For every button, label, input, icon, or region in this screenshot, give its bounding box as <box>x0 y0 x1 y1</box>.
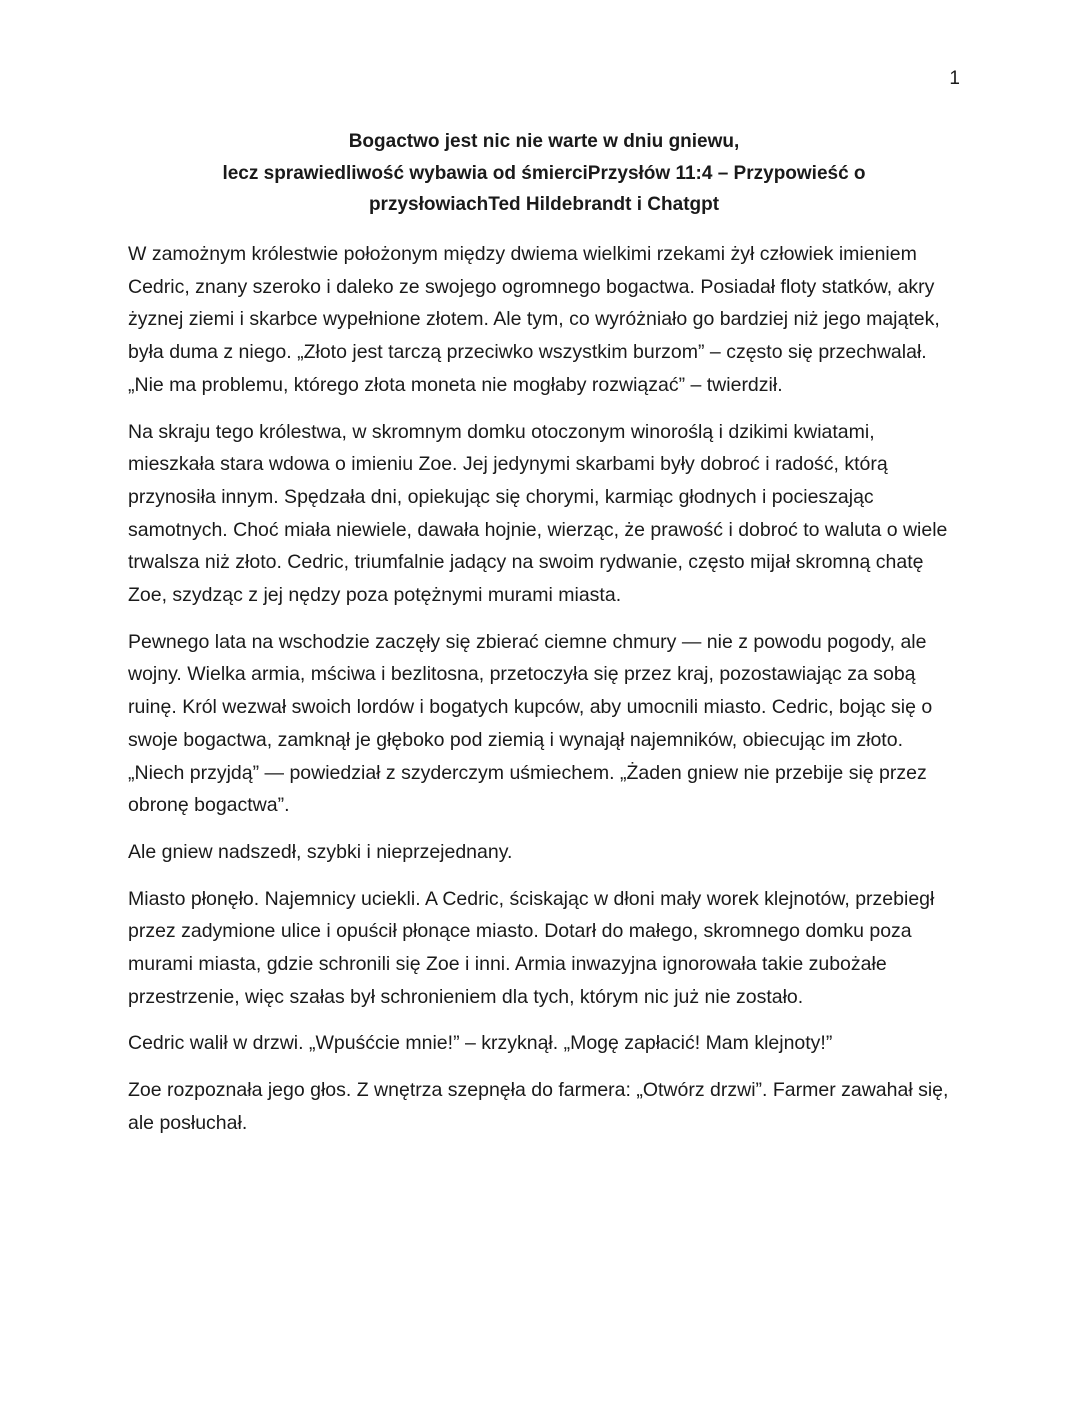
paragraph: Zoe rozpoznała jego głos. Z wnętrza szepnęła do farmera: „Otwórz drzwi”. Farmer zawahał się, ale posłuchał. <box>128 1079 949 1134</box>
paragraph: Ale gniew nadszedł, szybki i nieprzejednany. <box>128 840 513 863</box>
paragraph: W zamożnym królestwie położonym między dwiema wielkimi rzekami żył człowiek imieniem Cedric, znany szeroko i daleko ze swojego ogromnego bogactwa. Posiadał floty statków, akry żyznej ziemi i skarbce wypełnione złotem. Ale tym, co wyróżniało go bardziej niż jego majątek, była duma z niego. „Złoto jest tarczą przeciwko wszystkim burzom” – często się przechwalał. „Nie ma problemu, którego złota moneta nie mogłaby rozwiązać” – twierdził. <box>128 243 940 396</box>
title-line: Bogactwo jest nic nie warte w dniu gniewu, <box>348 131 740 152</box>
document-body <box>128 238 960 1154</box>
paragraph: Pewnego lata na wschodzie zaczęły się zbierać ciemne chmury — nie z powodu pogody, ale wojny. Wielka armia, mściwa i bezlitosna, przetoczyła się przez kraj, pozostawiając za sobą ruinę. Król wezwał swoich lordów i bogatych kupców, aby umocnili miasto. Cedric, bojąc się o swoje bogactwa, zamknął je głęboko pod ziemią i wynajął najemników, obiecując im złoto. „Niech przyjdą” — powiedział z szyderczym uśmiechem. „Żaden gniew nie przebije się przez obronę bogactwa”. <box>128 630 933 817</box>
paragraph: Na skraju tego królestwa, w skromnym domku otoczonym winoroślą i dzikimi kwiatami, mieszkała stara wdowa o imieniu Zoe. Jej jedynymi skarbami były dobroć i radość, którą przynosiła innym. Spędzała dni, opiekując się chorymi, karmiąc głodnych i pocieszając samotnych. Choć miała niewiele, dawała hojnie, wierząc, że prawość i dobroć to waluta o wiele trwalsza niż złoto. Cedric, triumfalnie jadący na swoim rydwanie, często mijał skromną chatę Zoe, szydząc z jej nędzy poza potężnymi murami miasta. <box>128 420 948 607</box>
paragraph: Miasto płonęło. Najemnicy uciekli. A Cedric, ściskając w dłoni mały worek klejnotów, przebiegł przez zadymione ulice i opuścił płonące miasto. Dotarł do małego, skromnego domku poza murami miasta, gdzie schronili się Zoe i inni. Armia inwazyjna ignorowała takie zubożałe przestrzenie, więc szałas był schronieniem dla tych, którym nic już nie zostało. <box>128 887 935 1008</box>
document-title <box>128 126 960 221</box>
page-number: 1 <box>949 68 960 89</box>
title-line: przysłowiachTed Hildebrandt i Chatgpt <box>368 194 720 215</box>
title-line: lecz sprawiedliwość wybawia od śmierciPrzysłów 11:4 – Przypowieść o <box>222 162 866 184</box>
paragraph: Cedric walił w drzwi. „Wpuśćcie mnie!” – krzyknął. „Mogę zapłacić! Mam klejnoty!” <box>128 1032 833 1055</box>
